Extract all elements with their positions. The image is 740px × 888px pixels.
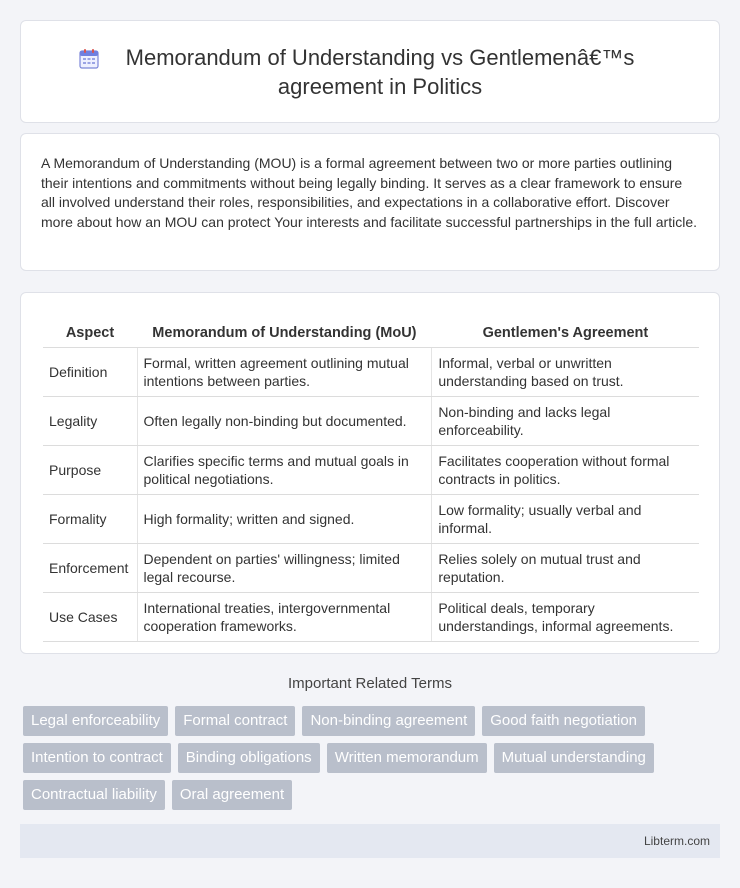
row-mou: Often legally non-binding but documented. [137,396,432,445]
related-term-tag[interactable]: Oral agreement [172,780,292,810]
header-card [20,20,720,123]
related-term-tag[interactable]: Intention to contract [23,743,171,773]
footer-site-link[interactable]: Libterm.com [643,834,710,848]
table-row [43,347,699,396]
table-header-row [43,311,699,347]
related-terms-title: Important Related Terms [288,675,452,692]
row-mou: International treaties, intergovernmental cooperation frameworks. [137,592,432,641]
related-term-tag[interactable]: Good faith negotiation [482,706,645,736]
table-row [43,445,699,494]
header-gentlemens: Gentlemen's Agreement [432,311,699,347]
related-term-tag[interactable]: Non-binding agreement [302,706,475,736]
related-terms-list [23,706,723,810]
row-mou: Formal, written agreement outlining mutual intentions between parties. [137,347,432,396]
row-aspect: Definition [43,347,137,396]
intro-text: A Memorandum of Understanding (MOU) is a formal agreement between two or more parties outlining their intentions and commitments without being legally binding. It serves as a clear framework to ensure all involved understand their roles, responsibilities, and expectations in a collaborative effort. Discover more about how an MOU can protect Your interests and facilitate successful partnerships in the full article. [41,155,698,230]
header-mou: Memorandum of Understanding (MoU) [137,311,432,347]
row-gentlemens: Facilitates cooperation without formal contracts in politics. [432,445,699,494]
header-aspect: Aspect [43,311,137,347]
related-term-tag[interactable]: Written memorandum [327,743,487,773]
row-aspect: Legality [43,396,137,445]
row-aspect: Use Cases [43,592,137,641]
table-row [43,543,699,592]
comparison-table [43,311,699,642]
row-aspect: Formality [43,494,137,543]
table-row [43,396,699,445]
row-gentlemens: Political deals, temporary understandings, informal agreements. [432,592,699,641]
related-term-tag[interactable]: Mutual understanding [494,743,654,773]
footer [20,824,720,858]
row-aspect: Purpose [43,445,137,494]
row-mou: Dependent on parties' willingness; limited legal recourse. [137,543,432,592]
table-row [43,592,699,641]
intro-card [20,133,720,271]
row-mou: Clarifies specific terms and mutual goals in political negotiations. [137,445,432,494]
table-row [43,494,699,543]
related-term-tag[interactable]: Formal contract [175,706,295,736]
comparison-table-card [20,292,720,654]
page-title: Memorandum of Understanding vs Gentlemenâ€™s agreement in Politics [125,44,635,99]
related-term-tag[interactable]: Contractual liability [23,780,165,810]
related-term-tag[interactable]: Binding obligations [178,743,320,773]
row-gentlemens: Non-binding and lacks legal enforceability. [432,396,699,445]
row-gentlemens: Informal, verbal or unwritten understanding based on trust. [432,347,699,396]
row-aspect: Enforcement [43,543,137,592]
row-gentlemens: Low formality; usually verbal and informal. [432,494,699,543]
related-term-tag[interactable]: Legal enforceability [23,706,168,736]
row-mou: High formality; written and signed. [137,494,432,543]
row-gentlemens: Relies solely on mutual trust and reputation. [432,543,699,592]
